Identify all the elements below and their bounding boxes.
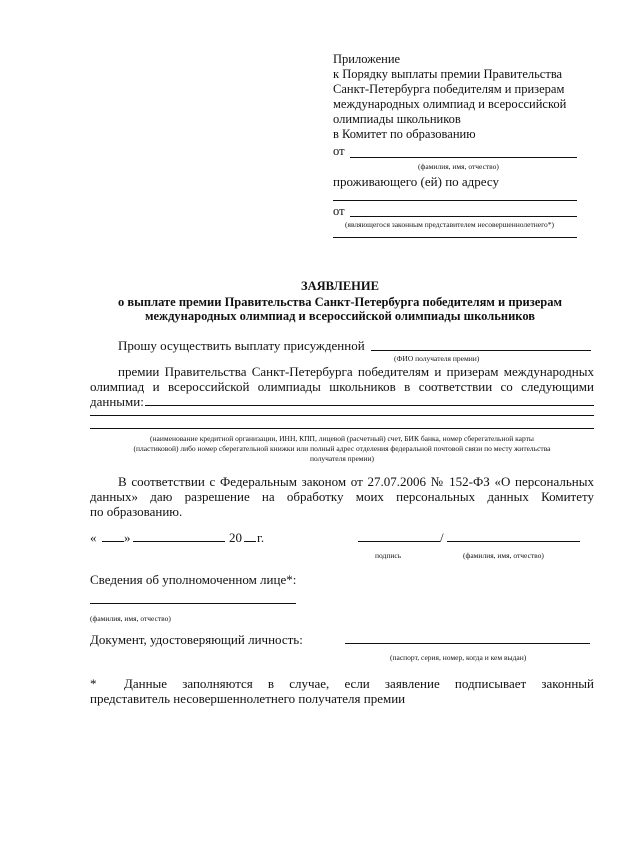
signature-slash: / xyxy=(440,530,444,545)
representative-hint: (являющегося законным представителем несовершеннолетнего*) xyxy=(345,220,554,229)
request-line: данными: xyxy=(90,394,144,409)
request-line: премии Правительства Санкт-Петербурга победителям и призерам международных xyxy=(118,364,594,379)
request-line: олимпиад и всероссийской олимпиады школьников в соответствии со следующими xyxy=(90,379,594,394)
date-year-field[interactable] xyxy=(244,541,256,542)
date-year-suffix: г. xyxy=(257,530,265,545)
authorized-name-field[interactable] xyxy=(90,603,296,604)
document-hint: (паспорт, серия, номер, когда и кем выдан) xyxy=(390,653,527,662)
title-line: о выплате премии Правительства Санкт-Петербурга победителям и призерам xyxy=(117,295,563,309)
appendix-line: к Порядку выплаты премии Правительства xyxy=(333,67,563,81)
appendix-line: Санкт-Петербурга победителям и призерам xyxy=(333,82,565,96)
from2-label: от xyxy=(333,204,345,218)
recipient-hint: (ФИО получателя премии) xyxy=(394,354,480,363)
signer-name-hint: (фамилия, имя, отчество) xyxy=(463,551,544,560)
appendix-title: Приложение xyxy=(333,52,401,66)
address-field[interactable] xyxy=(333,200,577,201)
date-year-prefix: 20 xyxy=(229,530,242,545)
from-hint: (фамилия, имя, отчество) xyxy=(418,162,499,171)
recipient-name-field[interactable] xyxy=(371,350,591,351)
request-line: Прошу осуществить выплату присужденной xyxy=(118,338,365,353)
bank-details-field-3[interactable] xyxy=(90,428,594,429)
consent-line: данных» даю разрешение на обработку моих персональных данных Комитету xyxy=(90,489,594,504)
authorized-hint: (фамилия, имя, отчество) xyxy=(90,614,171,623)
bank-hint: (наименование кредитной организации, ИНН, КПП, лицевой (расчетный) счет, БИК банка, номер сберегательной карты xyxy=(150,434,534,443)
date-month-field[interactable] xyxy=(133,541,225,542)
document-field[interactable] xyxy=(345,643,590,644)
consent-line: В соответствии с Федеральным законом от 27.07.2006 № 152-ФЗ «О персональных xyxy=(118,474,594,489)
signer-name-field[interactable] xyxy=(447,541,580,542)
title-line: международных олимпиад и всероссийской олимпиады школьников xyxy=(144,309,536,323)
consent-line: по образованию. xyxy=(90,504,183,519)
bank-details-field-2[interactable] xyxy=(90,415,594,416)
bank-details-field[interactable] xyxy=(145,405,594,406)
footnote-star: * xyxy=(90,676,97,691)
bank-hint: (пластиковой) либо номер сберегательной книжки или полный адрес отделения федеральной почтовой связи по месту жительства xyxy=(133,444,551,453)
date-close-quote: » xyxy=(124,530,131,545)
appendix-line: международных олимпиад и всероссийской xyxy=(333,97,567,111)
bank-hint: получателя премии) xyxy=(309,454,375,463)
authorized-label: Сведения об уполномоченном лице*: xyxy=(90,572,297,587)
signature-hint: подпись xyxy=(375,551,402,560)
representative-field-2[interactable] xyxy=(333,237,577,238)
representative-field[interactable] xyxy=(350,216,577,217)
date-open-quote: « xyxy=(90,530,97,545)
document-label: Документ, удостоверяющий личность: xyxy=(90,632,303,647)
footnote-line: Данные заполняются в случае, если заявление подписывает законный xyxy=(124,676,594,691)
from-name-field[interactable] xyxy=(350,157,577,158)
date-day-field[interactable] xyxy=(102,541,124,542)
appendix-line: в Комитет по образованию xyxy=(333,127,476,141)
appendix-line: олимпиады школьников xyxy=(333,112,461,126)
from-label: от xyxy=(333,144,345,158)
residing-label: проживающего (ей) по адресу xyxy=(333,174,499,189)
footnote-line: представитель несовершеннолетнего получателя премии xyxy=(90,691,406,706)
signature-field[interactable] xyxy=(358,541,440,542)
page-title: ЗАЯВЛЕНИЕ xyxy=(301,279,379,293)
